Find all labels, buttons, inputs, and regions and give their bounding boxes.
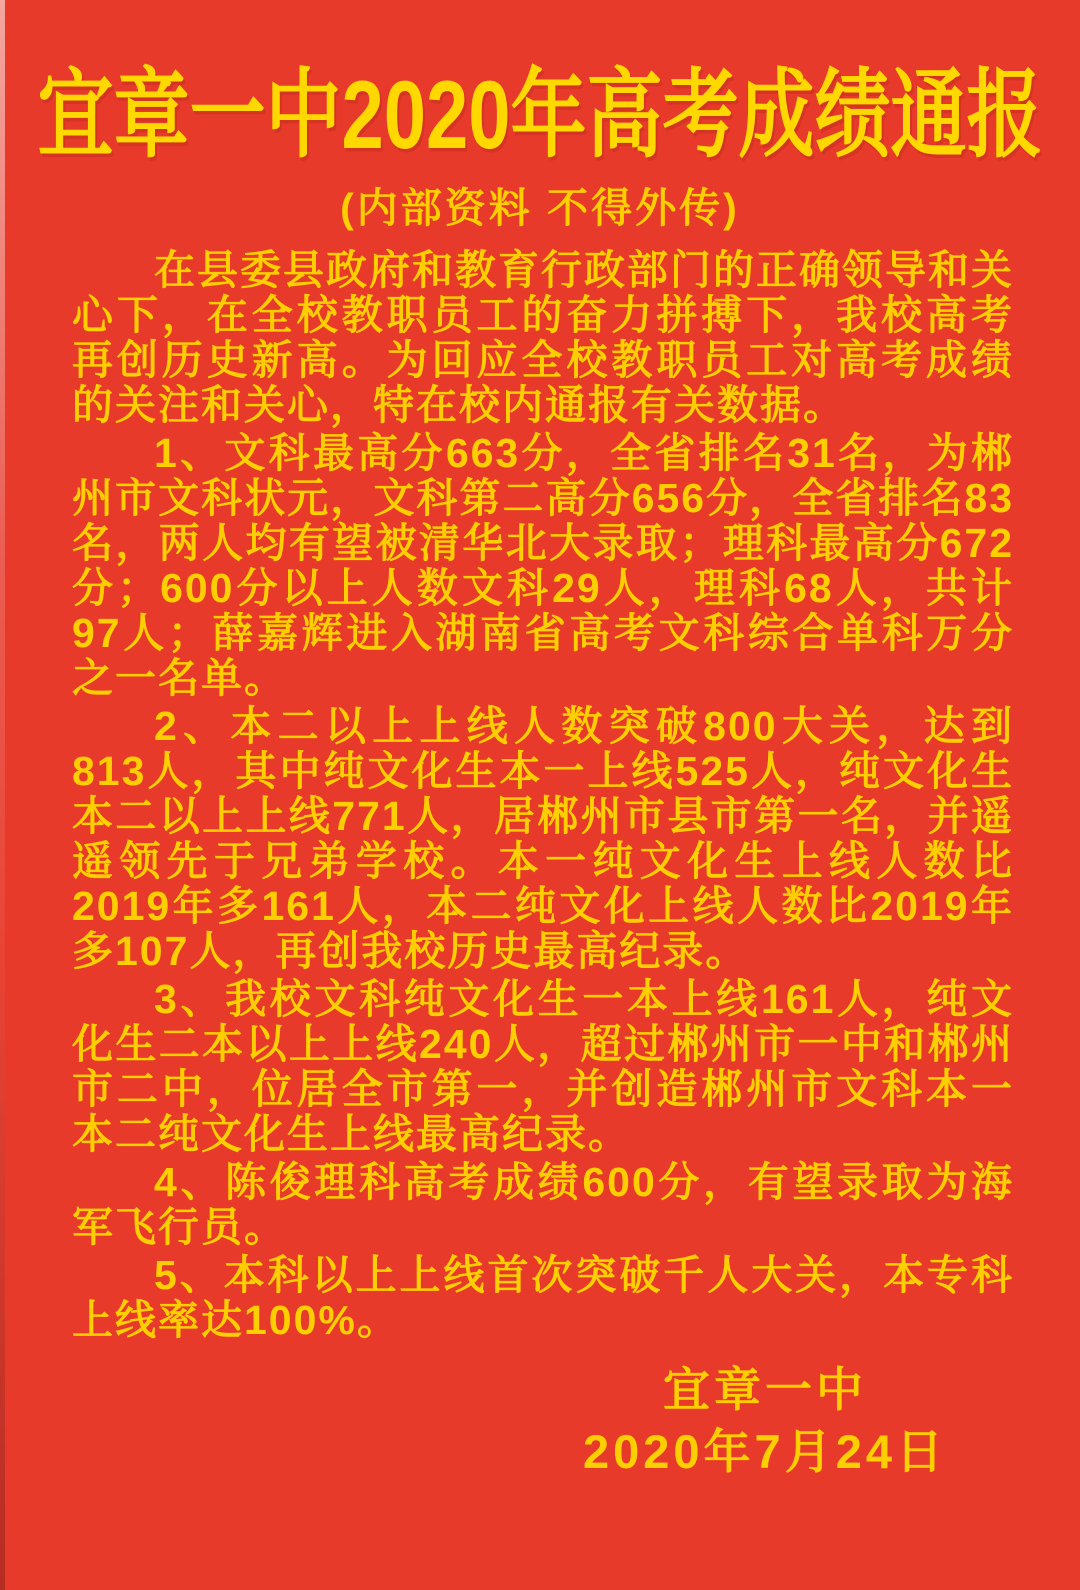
body-paragraph: 在县委县政府和教育行政部门的正确领导和关心下，在全校教职员工的奋力拼搏下，我校高考再创历史新高。为回应全校教职员工对高考成绩的关注和关心，特在校内通报有关数据。 [72, 247, 1014, 428]
signature: 宜章一中 [663, 1363, 867, 1416]
poster-body [0, 248, 1080, 1343]
body-paragraph: 3、我校文科纯文化生一本上线161人，纯文化生二本以上上线240人，超过郴州市一中和郴州市二中，位居全市第一，并创造郴州市文科本一本二纯文化生上线最高纪录。 [72, 976, 1014, 1157]
signature-block [450, 1359, 1080, 1483]
poster-subtitle: (内部资料 不得外传) [340, 185, 740, 231]
body-paragraph: 5、本科以上上线首次突破千人大关，本专科上线率达100%。 [72, 1252, 1014, 1343]
poster-title [0, 0, 1080, 170]
body-paragraph: 1、文科最高分663分，全省排名31名，为郴州市文科状元，文科第二高分656分，全省排名83名，两人均有望被清华北大录取；理科最高分672分；600分以上人数文科29人，理科68人，共计97人；薛嘉辉进入湖南省高考文科综合单科万分之一名单。 [72, 430, 1014, 701]
body-paragraph: 4、陈俊理科高考成绩600分，有望录取为海军飞行员。 [72, 1159, 1014, 1250]
date: 2020年7月24日 [583, 1425, 947, 1478]
poster-title-text: 宜章一中2020年高考成绩通报 [37, 61, 1043, 170]
body-paragraph: 2、本二以上上线人数突破800大关，达到813人，其中纯文化生本一上线525人，纯文化生本二以上上线771人，居郴州市县市第一名，并遥遥领先于兄弟学校。本一纯文化生上线人数比2019年多161人，本二纯文化上线人数比2019年多107人，再创我校历史最高纪录。 [72, 703, 1014, 974]
